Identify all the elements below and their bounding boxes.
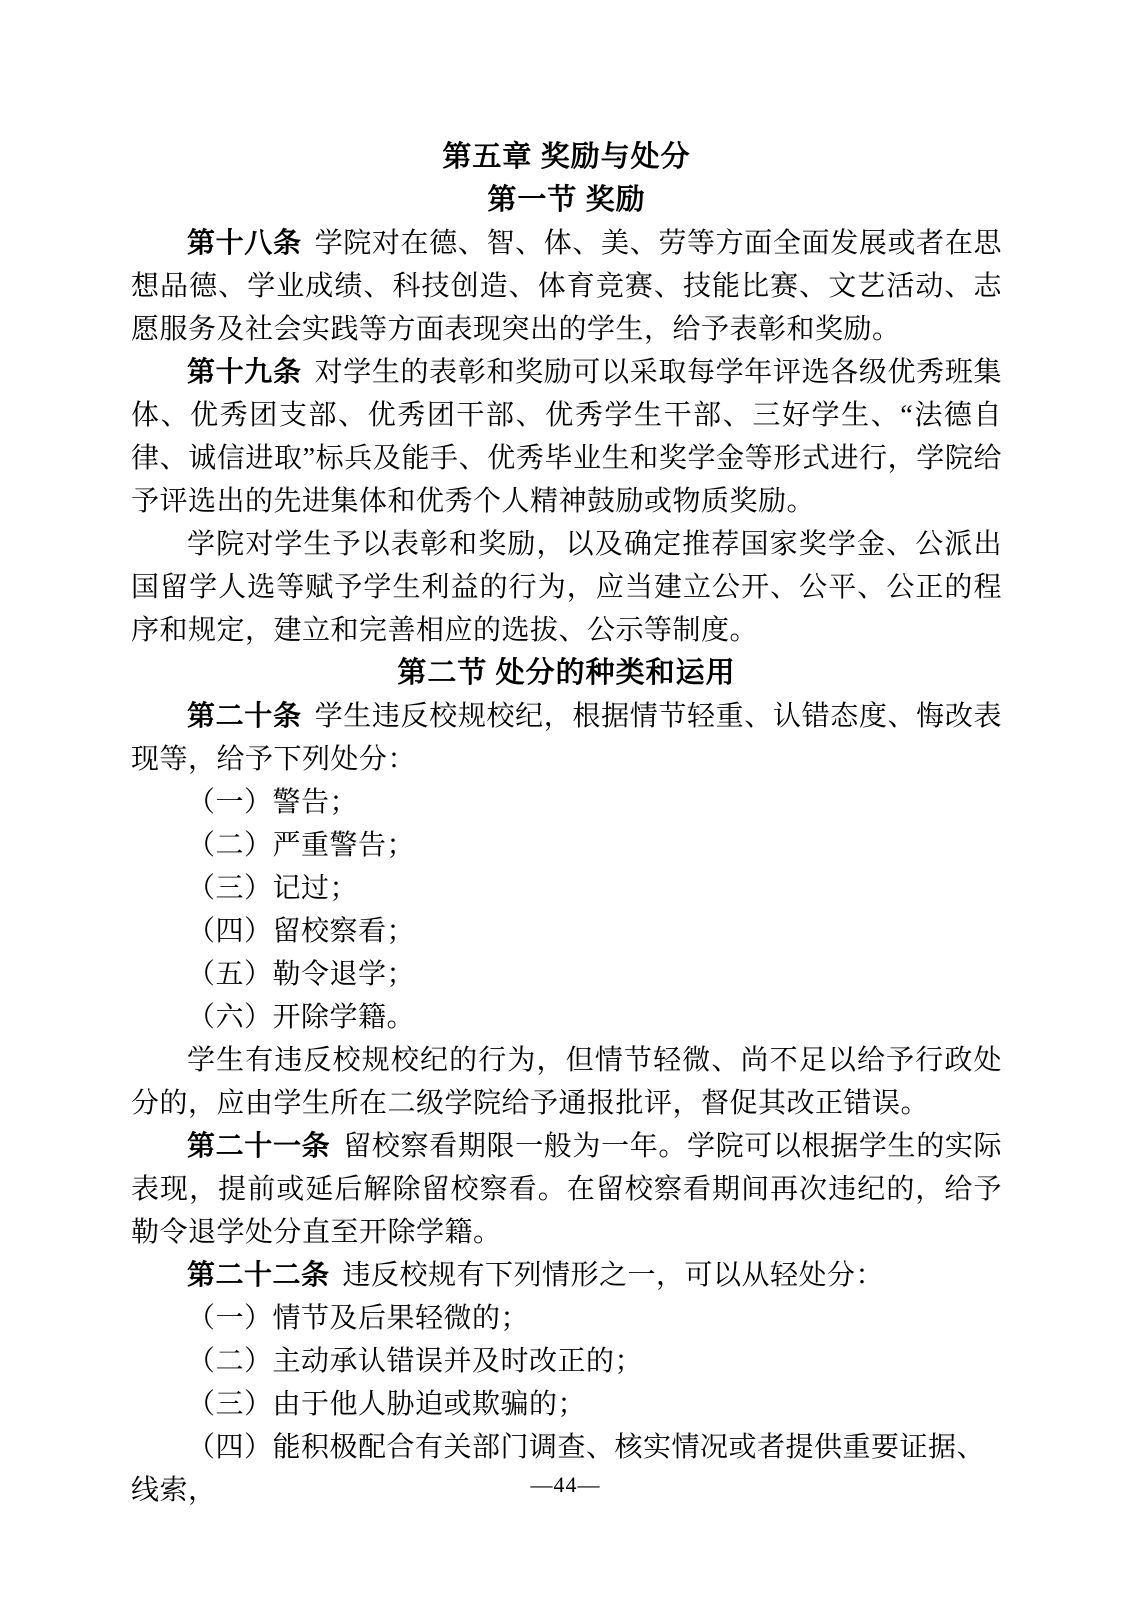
punishment-item-5: （五）勒令退学； bbox=[187, 959, 416, 990]
punishment-item-1: （一）警告； bbox=[187, 787, 359, 818]
leniency-item-4: （四）能积极配合有关部门调查、核实情况或者提供重要证据、线索， bbox=[131, 1432, 986, 1506]
article-19-paragraph bbox=[131, 351, 1002, 523]
leniency-item-2: （二）主动承认错误并及时改正的； bbox=[187, 1346, 644, 1377]
punishment-item-2: （二）严重警告； bbox=[187, 830, 416, 861]
article-20-paragraph-2: 学生有违反校规校纪的行为，但情节轻微、尚不足以给予行政处分的，应由学生所在二级学院给予通报批评，督促其改正错误。 bbox=[131, 1045, 1002, 1119]
leniency-item-1: （一）情节及后果轻微的； bbox=[187, 1303, 530, 1334]
article-21-paragraph bbox=[131, 1125, 1002, 1254]
article-18-text: 学院对在德、智、体、美、劳等方面全面发展或者在思想品德、学业成绩、科技创造、体育竞赛、技能比赛、文艺活动、志愿服务及社会实践等方面表现突出的学生，给予表彰和奖励。 bbox=[131, 228, 1002, 345]
section-1-heading: 第一节 奖励 bbox=[487, 184, 646, 216]
leniency-item-3: （三）由于他人胁迫或欺骗的； bbox=[187, 1389, 587, 1420]
article-22-text: 违反校规有下列情形之一，可以从轻处分： bbox=[342, 1260, 885, 1291]
page-number: —44— bbox=[530, 1472, 601, 1497]
article-19-text: 对学生的表彰和奖励可以采取每学年评选各级优秀班集体、优秀团支部、优秀团干部、优秀学生干部、三好学生、“法德自律、诚信进取”标兵及能手、优秀毕业生和奖学金等形式进行，学院给予评选出的先进集体和优秀个人精神鼓励或物质奖励。 bbox=[131, 357, 1002, 517]
article-20-text: 学生违反校规校纪，根据情节轻重、认错态度、悔改表现等，给予下列处分： bbox=[131, 701, 1002, 775]
article-20-number: 第二十条 bbox=[187, 701, 302, 732]
chapter-heading: 第五章 奖励与处分 bbox=[442, 141, 691, 173]
article-21-number: 第二十一条 bbox=[187, 1131, 331, 1162]
section-2-heading: 第二节 处分的种类和运用 bbox=[397, 657, 736, 689]
page-content bbox=[131, 136, 1002, 1512]
article-22-paragraph bbox=[131, 1254, 1002, 1297]
article-21-text: 留校察看期限一般为一年。学院可以根据学生的实际表现，提前或延后解除留校察看。在留校察看期间再次违纪的，给予勒令退学处分直至开除学籍。 bbox=[131, 1131, 1002, 1248]
article-19-number: 第十九条 bbox=[187, 357, 302, 388]
article-19-paragraph-2: 学院对学生予以表彰和奖励，以及确定推荐国家奖学金、公派出国留学人选等赋予学生利益的行为，应当建立公开、公平、公正的程序和规定，建立和完善相应的选拔、公示等制度。 bbox=[131, 529, 1002, 646]
article-18-paragraph bbox=[131, 222, 1002, 351]
punishment-item-6: （六）开除学籍。 bbox=[187, 1002, 416, 1033]
article-22-number: 第二十二条 bbox=[187, 1260, 330, 1291]
article-18-number: 第十八条 bbox=[187, 228, 302, 259]
punishment-item-4: （四）留校察看； bbox=[187, 916, 416, 947]
article-20-paragraph bbox=[131, 695, 1002, 781]
punishment-item-3: （三）记过； bbox=[187, 873, 359, 904]
